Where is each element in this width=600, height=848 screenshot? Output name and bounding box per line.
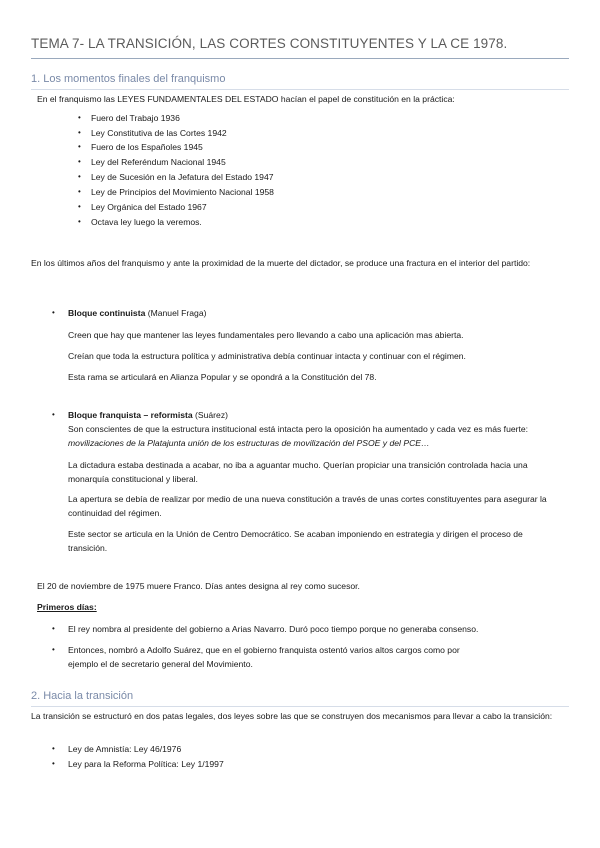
bullet-icon: • xyxy=(52,645,55,654)
list-item: Ley de Amnistía: Ley 46/1976 xyxy=(68,744,182,754)
bullet-icon: • xyxy=(78,202,81,211)
bloque-continuista-text-3: Esta rama se articulará en Alianza Popular y se opondrá a la Constitución del 78. xyxy=(68,372,377,382)
list-item: Fuero de los Españoles 1945 xyxy=(91,142,203,152)
bullet-icon: • xyxy=(78,172,81,181)
bloque-continuista-leader: (Manuel Fraga) xyxy=(145,308,207,318)
list-item: Ley de Principios del Movimiento Nacional 1958 xyxy=(91,187,274,197)
bloque-reformista-text-3: La apertura se debía de realizar por medio de una nueva constitución a través de unas cortes constituyentes para asegurar la continuidad del régimen. xyxy=(68,494,547,518)
bloque-reformista-name: Bloque franquista – reformista xyxy=(68,410,193,420)
page-title: TEMA 7- LA TRANSICIÓN, LAS CORTES CONSTITUYENTES Y LA CE 1978. xyxy=(31,36,508,51)
section-2-heading: 2. Hacia la transición xyxy=(31,690,134,702)
list-item: El rey nombra al presidente del gobierno a Arias Navarro. Duró poco tiempo porque no generaba consenso. xyxy=(68,624,479,634)
primeros-dias-label: Primeros días: xyxy=(37,602,97,612)
fractura-paragraph: En los últimos años del franquismo y ante la proximidad de la muerte del dictador, se produce una fractura en el interior del partido: xyxy=(31,258,531,268)
bloque-continuista-heading xyxy=(68,306,206,320)
list-item: Fuero del Trabajo 1936 xyxy=(91,113,180,123)
list-item: Entonces, nombró a Adolfo Suárez, que en el gobierno franquista ostentó varios altos cargos como por ejemplo el de secretario general del Movimiento. xyxy=(68,645,460,669)
bullet-icon: • xyxy=(78,187,81,196)
bloque-reformista-leader: (Suárez) xyxy=(192,410,228,420)
bullet-icon: • xyxy=(78,157,81,166)
bullet-icon: • xyxy=(52,759,55,768)
bloque-continuista-text-2: Creían que toda la estructura política y administrativa debía continuar intacta y continuar con el régimen. xyxy=(68,351,466,361)
bullet-icon: • xyxy=(78,142,81,151)
bloque-reformista-text-4: Este sector se articula en la Unión de Centro Democrático. Se acaban imponiendo en estrategia y dirigen el proceso de transición. xyxy=(68,529,523,553)
bloque-reformista-text-1-italic: movilizaciones de la Platajunta unión de los estructuras de movilización del PSOE y del PCE… xyxy=(68,438,430,448)
list-item: Ley de Sucesión en la Jefatura del Estado 1947 xyxy=(91,172,274,182)
bloque-reformista-text-1-plain: Son conscientes de que la estructura institucional está intacta pero la oposición ha aumentado y cada vez es más fuerte: xyxy=(68,424,529,434)
bullet-icon: • xyxy=(78,217,81,226)
section-1-heading: 1. Los momentos finales del franquismo xyxy=(31,73,226,85)
section-1-intro: En el franquismo las LEYES FUNDAMENTALES DEL ESTADO hacían el papel de constitución en la práctica: xyxy=(37,94,455,104)
bloque-reformista-heading xyxy=(68,408,228,422)
bloque-reformista-text-1 xyxy=(68,422,568,450)
bloque-continuista-text-1: Creen que hay que mantener las leyes fundamentales pero llevando a cabo una aplicación mas abierta. xyxy=(68,330,464,340)
title-divider xyxy=(31,58,569,59)
bloque-reformista-text-2: La dictadura estaba destinada a acabar, no iba a aguantar mucho. Querían propiciar una transición controlada hacia una monarquía constitucional y liberal. xyxy=(68,460,528,484)
bullet-icon: • xyxy=(52,744,55,753)
bloque-continuista-name: Bloque continuista xyxy=(68,308,146,318)
list-item: Octava ley luego la veremos. xyxy=(91,217,202,227)
section-1-divider xyxy=(31,89,569,90)
list-item: Ley para la Reforma Política: Ley 1/1997 xyxy=(68,759,224,769)
franco-paragraph: El 20 de noviembre de 1975 muere Franco. Días antes designa al rey como sucesor. xyxy=(37,581,360,591)
section-2-intro: La transición se estructuró en dos patas legales, dos leyes sobre las que se construyen dos mecanismos para llevar a cabo la transición: xyxy=(31,711,553,721)
bullet-icon: • xyxy=(78,113,81,122)
list-item: Ley Orgánica del Estado 1967 xyxy=(91,202,207,212)
list-item: Ley Constitutiva de las Cortes 1942 xyxy=(91,128,227,138)
bullet-icon: • xyxy=(52,308,55,317)
section-2-divider xyxy=(31,706,569,707)
bullet-icon: • xyxy=(52,624,55,633)
bullet-icon: • xyxy=(52,410,55,419)
bullet-icon: • xyxy=(78,128,81,137)
list-item: Ley del Referéndum Nacional 1945 xyxy=(91,157,226,167)
